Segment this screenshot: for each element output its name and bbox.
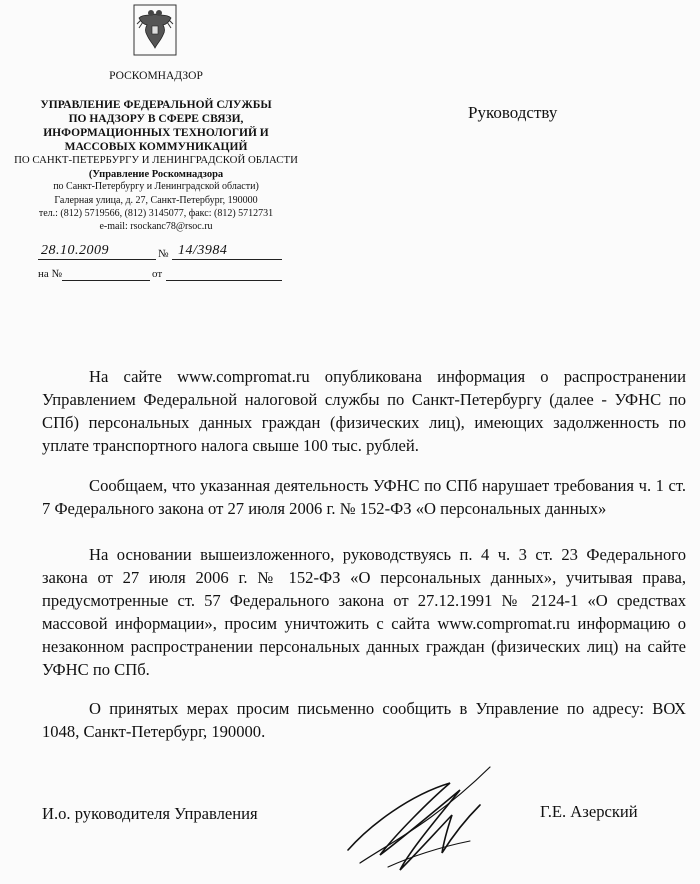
agency-short-name: РОСКОМНАДЗОР [109,70,203,82]
doc-date-field: 28.10.2009 [38,245,156,260]
doc-number-label: № [158,248,169,260]
doc-number-field: 14/3984 [172,245,282,260]
reference-number-line [62,266,150,281]
reference-date-label: от [152,268,163,280]
handwritten-signature-icon [340,755,510,880]
agency-short-title: (Управление Роскомнадзора [88,169,224,180]
agency-address: Галерная улица, д. 27, Санкт-Петербург, 190000 [54,195,258,206]
signatory-position: И.о. руководителя Управления [42,804,258,823]
addressee: Руководству [468,103,558,122]
paragraph-4: О принятых мерах просим письменно сообщить в Управление по адресу: ВОХ 1048, Санкт-Петербург, 190000. [42,699,686,741]
reference-date-line [166,266,282,281]
reference-label: на № [38,268,63,280]
agency-phones: тел.: (812) 5719566, (812) 3145077, факс: (812) 5712731 [38,208,274,219]
agency-email: e-mail: rsockanc78@rsoc.ru [99,221,213,232]
russian-coat-of-arms-icon [133,4,177,56]
agency-short-title-cont: по Санкт-Петербургу и Ленинградской области) [53,181,259,192]
paragraph-1: На сайте www.compromat.ru опубликована информация о распространении Управлением Федеральной налоговой службы по Санкт-Петербургу (далее - УФНС по СПб) персональных данных граждан (физических лиц), имеющих задолженность по уплате транспортного налога свыше 100 тыс. рублей. [42,367,686,455]
agency-region: ПО САНКТ-ПЕТЕРБУРГУ И ЛЕНИНГРАДСКОЙ ОБЛАСТИ [14,154,298,166]
agency-full-name: УПРАВЛЕНИЕ ФЕДЕРАЛЬНОЙ СЛУЖБЫ ПО НАДЗОРУ В СФЕРЕ СВЯЗИ, ИНФОРМАЦИОННЫХ ТЕХНОЛОГИЙ И МАССОВЫХ КОММУНИКАЦИЙ [40,99,272,153]
paragraph-3: На основании вышеизложенного, руководствуясь п. 4 ч. 3 ст. 23 Федерального закона от 27 июля 2006 г. № 152-ФЗ «О персональных данных», учитывая права, предусмотренные ст. 57 Федерального закона от 27.12.1991 № 2124-1 «О средствах массовой информации», просим уничтожить с сайта www.compromat.ru информацию о незаконном распространении персональных данных граждан (физических лиц) на сайте УФНС по СПб. [42,545,686,679]
paragraph-2: Сообщаем, что указанная деятельность УФНС по СПб нарушает требования ч. 1 ст. 7 Федерального закона от 27 июля 2006 г. № 152-ФЗ «О персональных данных» [42,476,686,518]
signatory-name: Г.Е. Азерский [540,802,638,821]
